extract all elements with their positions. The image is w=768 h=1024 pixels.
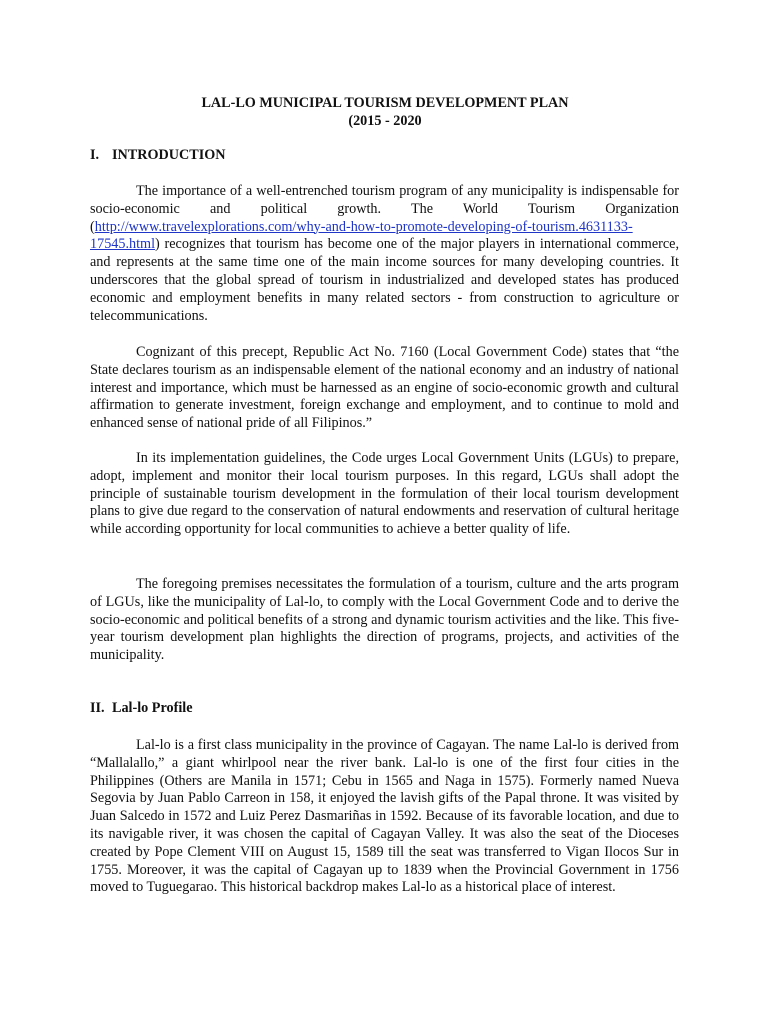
world-tourism-organization-link[interactable]: http://www.travelexplorations.com/why-and-how-to-promote-developing-of-tourism.4631133-17545.html [90,218,633,253]
section-heading-lal-lo-profile [90,700,193,718]
section-title: Lal-lo Profile [112,700,193,716]
paragraph-intro-1: The importance of a well-entrenched tourism program of any municipality is indispensable for socio-economic and political growth. The World Tourism Organization (http://www.travelexplorations.com/why-and-how-to-promote-developing-of-tourism.4631133-17545.html) recognizes that tourism has become one of the major players in international commerce, and represents at the same time one of the main income sources for many developing countries. It underscores that the global spread of tourism in industrialized and developed states has produced economic and employment benefits in many related sectors - from construction to agriculture or telecommunications. [90,183,679,324]
paragraph-intro-3: In its implementation guidelines, the Code urges Local Government Units (LGUs) to prepare, adopt, implement and monitor their local tourism purposes. In this regard, LGUs shall adopt the principle of sustainable tourism development in the formulation of their local tourism development plans to give due regard to the conservation of natural endowments and reservation of cultural heritage while according opportunity for local communities to achieve a better quality of life. [90,450,679,538]
paragraph-intro-2: Cognizant of this precept, Republic Act No. 7160 (Local Government Code) states that “the State declares tourism as an indispensable element of the national economy and an industry of national interest and importance, which must be harnessed as an engine of socio-economic growth and cultural affirmation to generate investment, foreign exchange and employment, and to continue to mold and enhanced sense of national pride of all Filipinos.” [90,344,679,432]
paragraph-intro-4: The foregoing premises necessitates the formulation of a tourism, culture and the arts program of LGUs, like the municipality of Lal-lo, to comply with the Local Government Code and to derive the socio-economic and political benefits of a strong and dynamic tourism activities and the like. This five-year tourism development plan highlights the direction of programs, projects, and activities of the municipality. [90,576,679,664]
section-number: I. [90,147,100,163]
title-line-2: (2015 - 2020 [348,113,422,129]
section-heading-introduction [90,147,226,165]
title-line-1: LAL-LO MUNICIPAL TOURISM DEVELOPMENT PLAN [201,95,569,111]
document-title [90,94,680,130]
section-title: INTRODUCTION [112,147,226,163]
paragraph-profile-1: Lal-lo is a first class municipality in the province of Cagayan. The name Lal-lo is derived from “Mallalallo,” a giant whirlpool near the river bank. Lal-lo is one of the first four cities in the Philippines (Others are Manila in 1571; Cebu in 1565 and Naga in 1575). Formerly named Nueva Segovia by Juan Pablo Carreon in 158, it enjoyed the lavish gifts of the Papal throne. It was visited by Juan Salcedo in 1572 and Luiz Perez Dasmariñas in 1592. Because of its favorable location, and due to its navigable river, it was chosen the capital of Cagayan Valley. It was also the seat of the Dioceses created by Pope Clement VIII on August 15, 1589 till the seat was transferred to Vigan Ilocos Sur in 1755. Moreover, it was the capital of Cagayan up to 1839 when the Provincial Government in 1756 moved to Tuguegarao. This historical backdrop makes Lal-lo as a historical place of interest. [90,737,679,896]
section-number: II. [90,700,105,716]
